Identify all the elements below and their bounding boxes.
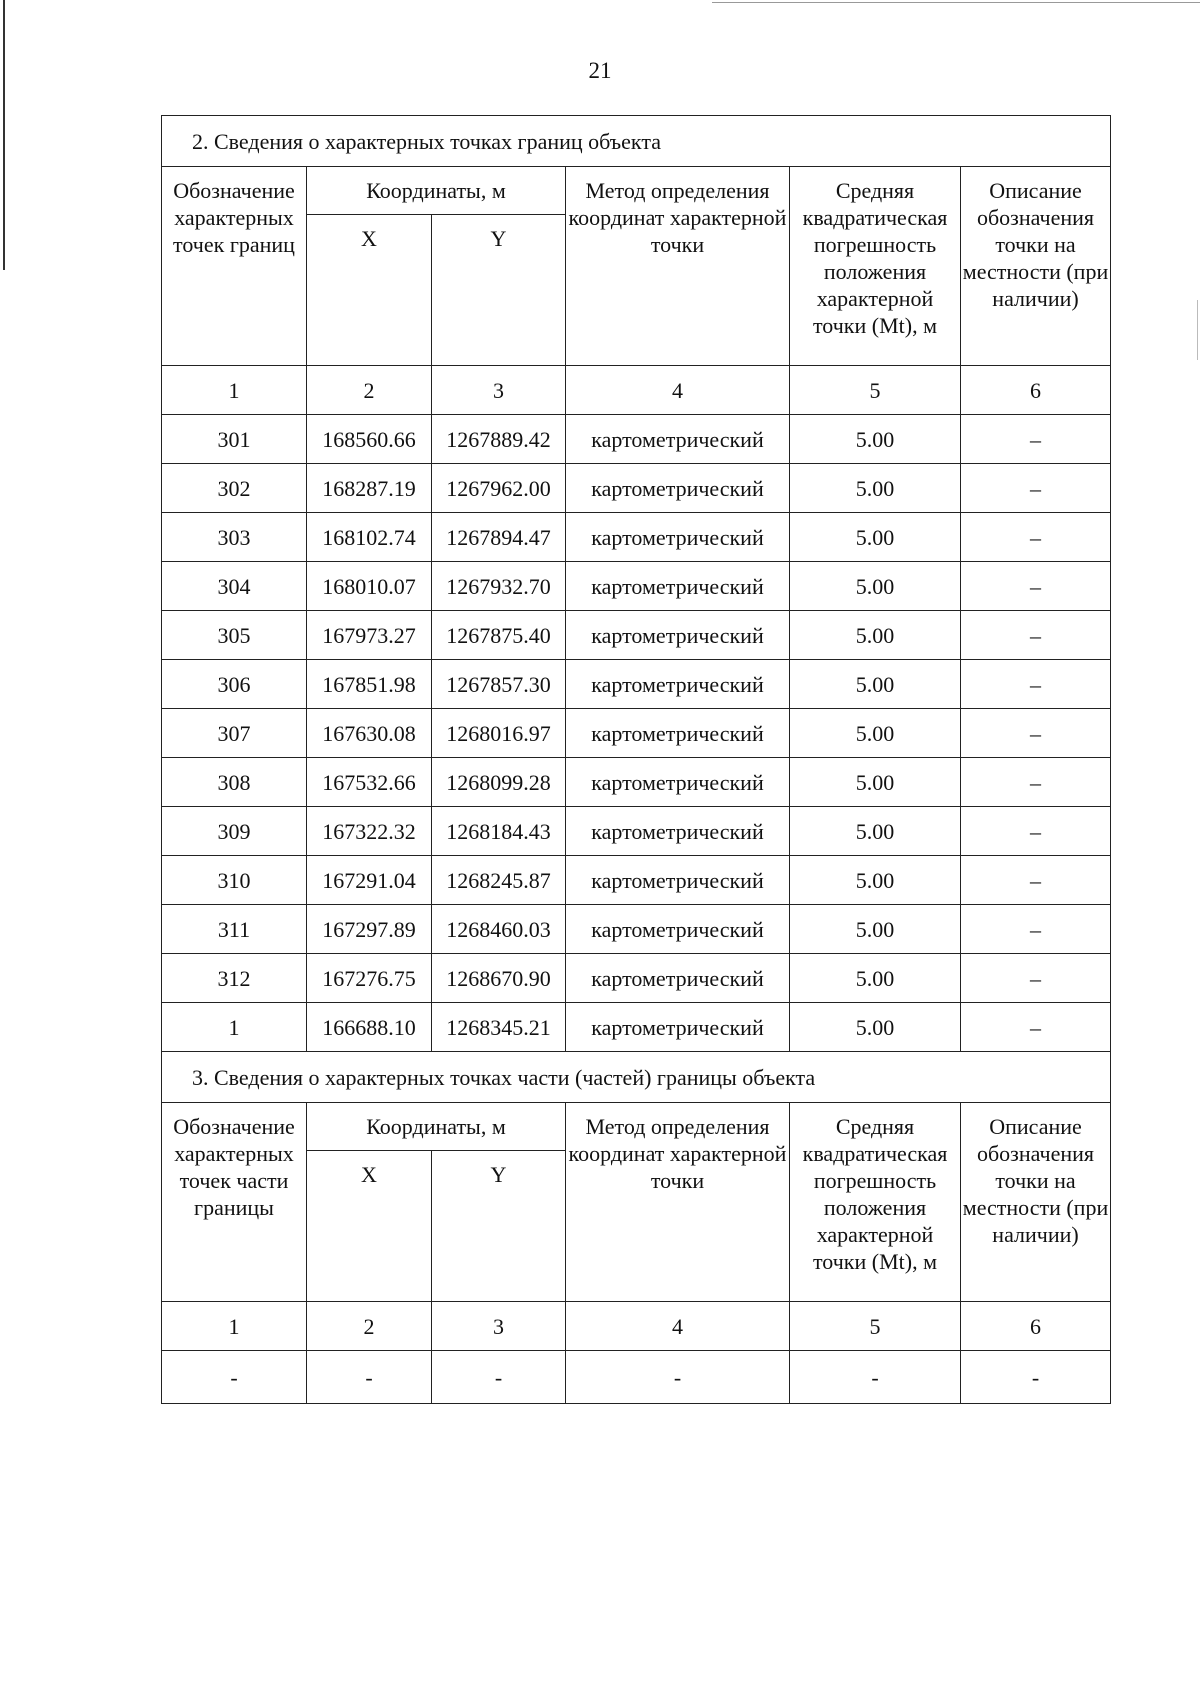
point-id: 312	[162, 954, 307, 1003]
description: –	[961, 464, 1111, 513]
description: –	[961, 905, 1111, 954]
page-number: 21	[588, 58, 612, 83]
description: –	[961, 415, 1111, 464]
coord-y: 1267875.40	[432, 611, 566, 660]
column-number: 1	[162, 366, 307, 415]
section3-empty-row	[162, 1351, 1111, 1404]
error: 5.00	[790, 464, 961, 513]
method: картометрический	[566, 415, 790, 464]
column-number: 1	[162, 1302, 307, 1351]
section3-header-description: Описание обозначения точки на местности (при наличии)	[961, 1103, 1111, 1302]
coord-y: 1267932.70	[432, 562, 566, 611]
description: –	[961, 513, 1111, 562]
table-row	[162, 905, 1111, 954]
coord-x: 167973.27	[307, 611, 432, 660]
section3-header-y: Y	[432, 1151, 566, 1302]
method: картометрический	[566, 1003, 790, 1052]
coord-y: 1268670.90	[432, 954, 566, 1003]
section3-header-point: Обозначение характерных точек части границы	[162, 1103, 307, 1302]
method: картометрический	[566, 611, 790, 660]
coord-y: 1267894.47	[432, 513, 566, 562]
coord-y: 1268099.28	[432, 758, 566, 807]
description: –	[961, 709, 1111, 758]
error: 5.00	[790, 1003, 961, 1052]
point-id: 1	[162, 1003, 307, 1052]
section2-header-coords: Координаты, м	[307, 167, 566, 215]
empty-cell: -	[432, 1351, 566, 1404]
error: 5.00	[790, 856, 961, 905]
section2-header-y: Y	[432, 215, 566, 366]
error: 5.00	[790, 807, 961, 856]
section2-header-description: Описание обозначения точки на местности (при наличии)	[961, 167, 1111, 366]
coord-y: 1267889.42	[432, 415, 566, 464]
point-id: 303	[162, 513, 307, 562]
empty-cell: -	[307, 1351, 432, 1404]
coord-x: 167851.98	[307, 660, 432, 709]
coord-x: 168102.74	[307, 513, 432, 562]
scan-edge-top	[712, 2, 1200, 3]
coord-x: 167291.04	[307, 856, 432, 905]
section3-header-x: X	[307, 1151, 432, 1302]
coord-x: 167297.89	[307, 905, 432, 954]
description: –	[961, 660, 1111, 709]
empty-cell: -	[961, 1351, 1111, 1404]
section2-header-row	[162, 167, 1111, 215]
scan-edge-left	[3, 0, 5, 270]
table-row	[162, 954, 1111, 1003]
coord-y: 1268184.43	[432, 807, 566, 856]
section3-column-numbers	[162, 1302, 1111, 1351]
point-id: 302	[162, 464, 307, 513]
column-number: 2	[307, 1302, 432, 1351]
table-row	[162, 758, 1111, 807]
point-id: 307	[162, 709, 307, 758]
section2-title: 2. Сведения о характерных точках границ объекта	[162, 116, 1111, 167]
method: картометрический	[566, 758, 790, 807]
coord-x: 167532.66	[307, 758, 432, 807]
section2-column-numbers	[162, 366, 1111, 415]
table-row	[162, 562, 1111, 611]
description: –	[961, 807, 1111, 856]
description: –	[961, 954, 1111, 1003]
error: 5.00	[790, 709, 961, 758]
empty-cell: -	[162, 1351, 307, 1404]
table-row	[162, 611, 1111, 660]
method: картометрический	[566, 562, 790, 611]
method: картометрический	[566, 905, 790, 954]
error: 5.00	[790, 954, 961, 1003]
description: –	[961, 1003, 1111, 1052]
section3-header-row	[162, 1103, 1111, 1151]
method: картометрический	[566, 856, 790, 905]
column-number: 2	[307, 366, 432, 415]
coord-x: 167276.75	[307, 954, 432, 1003]
column-number: 4	[566, 366, 790, 415]
method: картометрический	[566, 954, 790, 1003]
section2-title-row	[162, 116, 1111, 167]
table-row	[162, 1003, 1111, 1052]
point-id: 301	[162, 415, 307, 464]
coord-y: 1268245.87	[432, 856, 566, 905]
point-id: 306	[162, 660, 307, 709]
empty-cell: -	[566, 1351, 790, 1404]
section2-header-error: Средняя квадратическая погрешность положения характерной точки (Mt), м	[790, 167, 961, 366]
scan-edge-right	[1197, 300, 1198, 360]
point-id: 309	[162, 807, 307, 856]
coord-x: 167630.08	[307, 709, 432, 758]
error: 5.00	[790, 562, 961, 611]
error: 5.00	[790, 513, 961, 562]
section2-header-x: X	[307, 215, 432, 366]
column-number: 5	[790, 1302, 961, 1351]
column-number: 6	[961, 366, 1111, 415]
coord-y: 1267962.00	[432, 464, 566, 513]
empty-cell: -	[790, 1351, 961, 1404]
column-number: 6	[961, 1302, 1111, 1351]
point-id: 310	[162, 856, 307, 905]
coord-y: 1268016.97	[432, 709, 566, 758]
column-number: 5	[790, 366, 961, 415]
coord-x: 168560.66	[307, 415, 432, 464]
table-row	[162, 464, 1111, 513]
error: 5.00	[790, 758, 961, 807]
coord-x: 168010.07	[307, 562, 432, 611]
point-id: 308	[162, 758, 307, 807]
error: 5.00	[790, 611, 961, 660]
section2-header-point: Обозначение характерных точек границ	[162, 167, 307, 366]
table-row	[162, 807, 1111, 856]
description: –	[961, 562, 1111, 611]
coord-x: 168287.19	[307, 464, 432, 513]
coord-y: 1268460.03	[432, 905, 566, 954]
section3-title: 3. Сведения о характерных точках части (частей) границы объекта	[162, 1052, 1111, 1103]
error: 5.00	[790, 415, 961, 464]
description: –	[961, 611, 1111, 660]
method: картометрический	[566, 464, 790, 513]
table-row	[162, 415, 1111, 464]
section3-header-coords: Координаты, м	[307, 1103, 566, 1151]
section3-title-row	[162, 1052, 1111, 1103]
column-number: 3	[432, 366, 566, 415]
table-row	[162, 513, 1111, 562]
section2-header-method: Метод определения координат характерной точки	[566, 167, 790, 366]
method: картометрический	[566, 709, 790, 758]
coord-x: 167322.32	[307, 807, 432, 856]
method: картометрический	[566, 660, 790, 709]
section3-header-method: Метод определения координат характерной точки	[566, 1103, 790, 1302]
coord-y: 1267857.30	[432, 660, 566, 709]
description: –	[961, 758, 1111, 807]
table-row	[162, 660, 1111, 709]
error: 5.00	[790, 660, 961, 709]
method: картометрический	[566, 807, 790, 856]
point-id: 305	[162, 611, 307, 660]
error: 5.00	[790, 905, 961, 954]
column-number: 3	[432, 1302, 566, 1351]
table-row	[162, 856, 1111, 905]
point-id: 311	[162, 905, 307, 954]
section3-header-error: Средняя квадратическая погрешность положения характерной точки (Mt), м	[790, 1103, 961, 1302]
coord-x: 166688.10	[307, 1003, 432, 1052]
point-id: 304	[162, 562, 307, 611]
description: –	[961, 856, 1111, 905]
coordinates-table	[161, 115, 1111, 1404]
coord-y: 1268345.21	[432, 1003, 566, 1052]
method: картометрический	[566, 513, 790, 562]
column-number: 4	[566, 1302, 790, 1351]
table-row	[162, 709, 1111, 758]
